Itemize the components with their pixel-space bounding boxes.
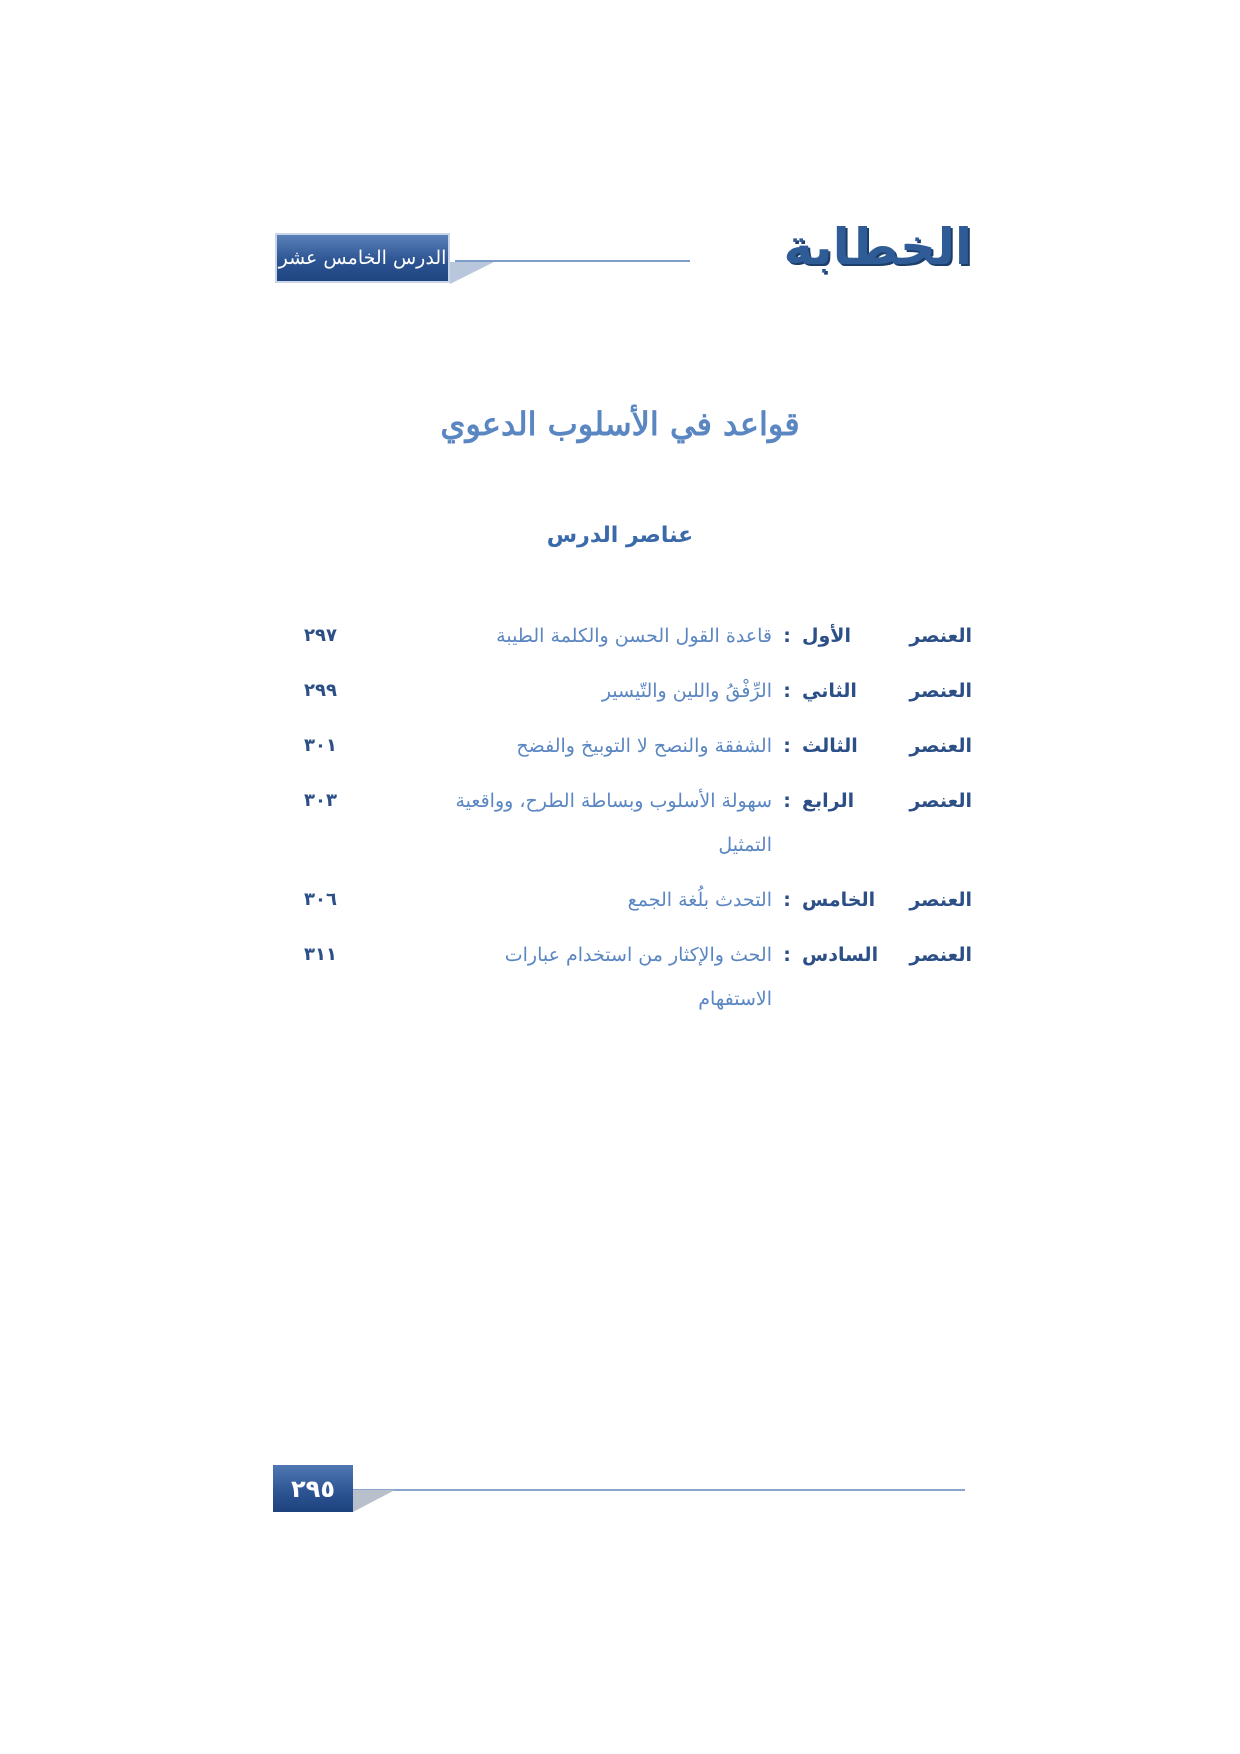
element-row-1: [272, 618, 972, 658]
element-colon: :: [783, 790, 791, 812]
footer-page-shadow: [353, 1490, 395, 1512]
element-label: العنصر الرابع: [802, 790, 972, 812]
elements-heading: عناصر الدرس: [546, 523, 694, 548]
elements-list: [272, 618, 972, 1036]
element-colon: :: [783, 889, 791, 911]
element-page-number: ٣٠٣: [304, 790, 337, 811]
element-page-number: ٢٩٧: [304, 625, 337, 646]
element-text: سهولة الأسلوب وبساطة الطرح، وواقعية التمثيل: [455, 790, 772, 856]
element-row-4: [272, 783, 972, 867]
element-label: العنصر الثاني: [802, 680, 972, 702]
element-page-number: ٣١١: [304, 944, 337, 965]
element-colon: :: [783, 944, 791, 966]
element-colon: :: [783, 735, 791, 757]
element-page-number: ٣٠٦: [304, 889, 337, 910]
footer-divider: [353, 1489, 965, 1491]
element-row-2: [272, 673, 972, 713]
element-text: الشفقة والنصح لا التوبيخ والفضح: [516, 735, 772, 757]
element-row-6: [272, 937, 972, 1021]
element-page-number: ٣٠١: [304, 735, 337, 756]
lesson-number-label: الدرس الخامس عشر: [275, 233, 450, 283]
element-colon: :: [783, 625, 791, 647]
page-number: ٢٩٥: [273, 1465, 353, 1512]
element-text: الرِّفْقُ واللين والتّيسير: [601, 680, 772, 702]
lesson-title: قواعد في الأسلوب الدعوي: [440, 405, 800, 443]
element-row-3: [272, 728, 972, 768]
element-row-5: [272, 882, 972, 922]
element-label: العنصر الأول: [802, 625, 972, 647]
element-label: العنصر الخامس: [802, 889, 972, 911]
element-text: قاعدة القول الحسن والكلمة الطيبة: [496, 625, 772, 647]
element-text: التحدث بلُغة الجمع: [627, 889, 772, 911]
element-label: العنصر السادس: [802, 944, 972, 966]
book-title: الخطابة: [783, 218, 972, 276]
element-colon: :: [783, 680, 791, 702]
element-page-number: ٢٩٩: [304, 680, 337, 701]
element-label: العنصر الثالث: [802, 735, 972, 757]
header-label-shadow: [450, 262, 494, 284]
element-text: الحث والإكثار من استخدام عبارات الاستفهام: [504, 944, 772, 1010]
